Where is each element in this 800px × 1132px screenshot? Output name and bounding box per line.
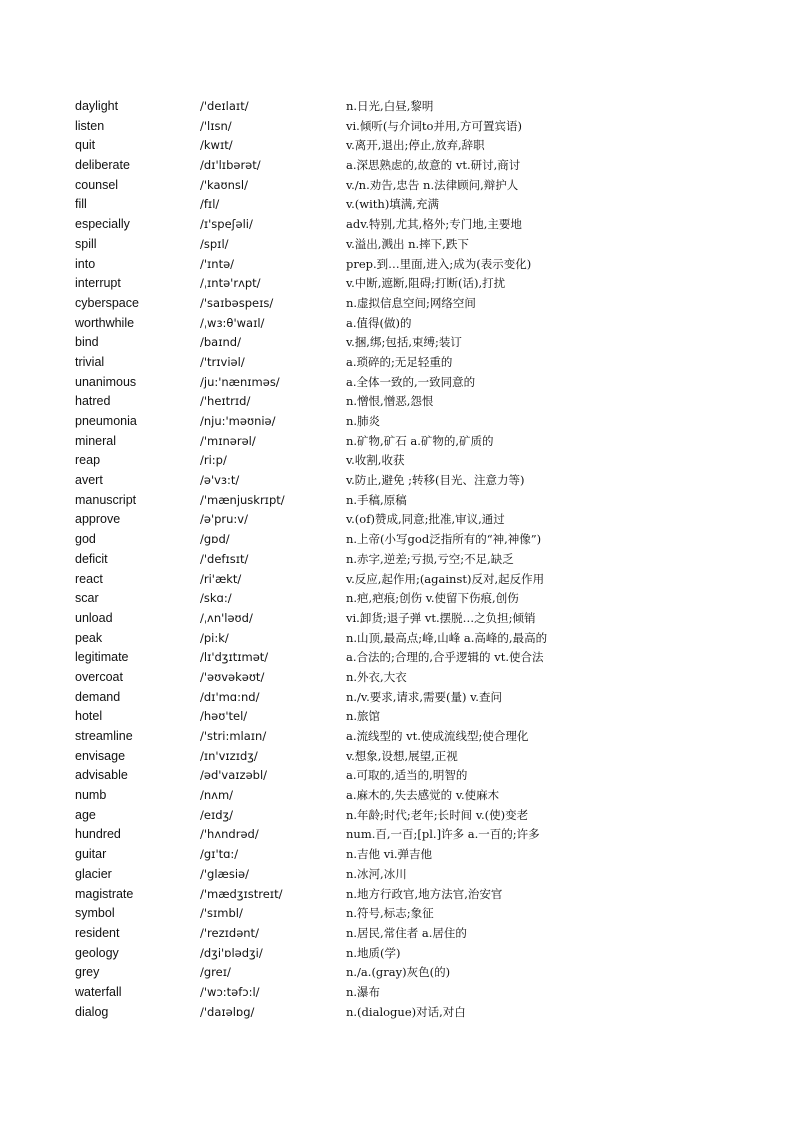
vocab-row xyxy=(0,786,800,806)
vocab-definition: n.日光,白昼,黎明 xyxy=(346,99,434,113)
vocab-definition: a.全体一致的,一致同意的 xyxy=(346,374,476,389)
vocab-definition: n.上帝(小写god泛指所有的“神,神像”) xyxy=(346,532,542,547)
vocab-word: counsel xyxy=(75,177,119,192)
vocab-word: hundred xyxy=(75,827,121,842)
vocab-word: quit xyxy=(75,138,96,153)
vocab-definition: n.地方行政官,地方法官,治安官 xyxy=(346,886,503,901)
vocab-definition: a.可取的,适当的,明智的 xyxy=(346,768,468,783)
vocab-word: numb xyxy=(75,788,107,803)
vocab-phonetic: /'əʊvəkəʊt/ xyxy=(200,669,265,684)
vocab-word: into xyxy=(75,256,96,271)
vocab-row xyxy=(0,491,800,511)
vocab-definition: v.捆,绑;包括,束缚;装订 xyxy=(346,335,462,350)
vocab-phonetic: /dʒi'ɒlədʒi/ xyxy=(200,945,263,960)
vocab-phonetic: /'kaʊnsl/ xyxy=(200,177,248,192)
vocab-row xyxy=(0,156,800,176)
vocab-phonetic: /'mɪnərəl/ xyxy=(200,433,256,448)
vocab-phonetic: /skɑ:/ xyxy=(200,591,232,606)
vocabulary-list xyxy=(0,97,800,1022)
vocab-word: interrupt xyxy=(75,276,121,291)
vocab-phonetic: /'mædʒɪstreɪt/ xyxy=(200,886,283,901)
vocab-word: fill xyxy=(75,197,87,212)
vocab-word: unanimous xyxy=(75,374,137,389)
vocab-row xyxy=(0,176,800,196)
vocab-phonetic: /ɪ'speʃəli/ xyxy=(200,217,253,232)
vocab-row xyxy=(0,629,800,649)
vocab-phonetic: /ˌwɜ:θ'waɪl/ xyxy=(200,315,265,330)
vocab-definition: a.流线型的 vt.使成流线型;使合理化 xyxy=(346,729,529,743)
vocab-definition: v.溢出,溅出 n.摔下,跌下 xyxy=(346,236,469,251)
vocab-row xyxy=(0,117,800,137)
vocab-definition: n.山顶,最高点;峰,山峰 a.高峰的,最高的 xyxy=(346,630,548,645)
vocab-row xyxy=(0,609,800,629)
vocab-word: envisage xyxy=(75,748,126,763)
vocab-word: mineral xyxy=(75,433,116,448)
vocab-row xyxy=(0,983,800,1003)
vocab-row xyxy=(0,195,800,215)
vocab-row xyxy=(0,530,800,550)
vocab-word: age xyxy=(75,807,96,822)
vocab-row xyxy=(0,668,800,688)
vocab-definition: a.值得(做)的 xyxy=(346,315,412,330)
vocab-phonetic: /'sɪmbl/ xyxy=(200,906,243,921)
vocab-row xyxy=(0,451,800,471)
vocab-word: grey xyxy=(75,965,100,980)
vocab-row xyxy=(0,471,800,491)
vocab-definition: v.防止,避免 ;转移(目光、注意力等) xyxy=(346,473,525,488)
vocab-definition: prep.到…里面,进入;成为(表示变化) xyxy=(346,256,532,271)
vocab-phonetic: /ə'pru:v/ xyxy=(200,512,248,527)
vocab-definition: n.肺炎 xyxy=(346,414,381,428)
vocab-word: advisable xyxy=(75,768,128,783)
vocab-word: resident xyxy=(75,925,120,940)
vocab-definition: n.居民,常住者 a.居住的 xyxy=(346,925,467,940)
vocab-definition: n.符号,标志;象征 xyxy=(346,906,434,921)
vocab-definition: vi.倾听(与介词to并用,方可置宾语) xyxy=(346,118,523,133)
vocab-phonetic: /ju:'nænɪməs/ xyxy=(200,374,280,389)
vocab-row xyxy=(0,1003,800,1023)
vocab-word: reap xyxy=(75,453,101,468)
vocab-word: trivial xyxy=(75,354,105,369)
vocab-definition: a.琐碎的;无足轻重的 xyxy=(346,354,453,369)
vocab-phonetic: /'ɪntə/ xyxy=(200,256,235,271)
vocab-word: demand xyxy=(75,689,121,704)
vocab-phonetic: /həʊ'tel/ xyxy=(200,709,248,724)
vocab-word: hatred xyxy=(75,394,111,409)
vocab-word: approve xyxy=(75,512,121,527)
vocab-definition: v.中断,遮断,阻碍;打断(话),打扰 xyxy=(346,276,506,291)
vocab-phonetic: /'deɪlaɪt/ xyxy=(200,99,249,113)
vocab-word: hotel xyxy=(75,709,103,724)
vocab-word: streamline xyxy=(75,729,133,743)
vocab-phonetic: /ə'vɜ:t/ xyxy=(200,473,240,488)
vocab-definition: n.旅馆 xyxy=(346,709,381,724)
vocab-row xyxy=(0,294,800,314)
vocab-definition: a.深思熟虑的,故意的 vt.研讨,商讨 xyxy=(346,158,521,173)
vocab-row xyxy=(0,944,800,964)
vocab-phonetic: /'rezɪdənt/ xyxy=(200,925,259,940)
vocab-row xyxy=(0,885,800,905)
vocab-word: glacier xyxy=(75,866,112,881)
vocab-phonetic: /dɪ'lɪbərət/ xyxy=(200,158,261,173)
vocab-phonetic: /eɪdʒ/ xyxy=(200,807,234,822)
vocab-word: unload xyxy=(75,610,113,625)
vocab-phonetic: /'hʌndrəd/ xyxy=(200,827,259,842)
vocab-word: peak xyxy=(75,630,103,645)
vocab-row xyxy=(0,314,800,334)
vocab-phonetic: /'glæsiə/ xyxy=(200,866,249,881)
vocab-definition: n.瀑布 xyxy=(346,984,381,999)
vocab-row xyxy=(0,688,800,708)
vocab-phonetic: /'defɪsɪt/ xyxy=(200,551,249,566)
vocab-phonetic: /gɪ'tɑ:/ xyxy=(200,847,239,862)
vocab-row xyxy=(0,136,800,156)
vocab-phonetic: /'lɪsn/ xyxy=(200,118,232,133)
vocab-definition: a.麻木的,失去感觉的 v.使麻木 xyxy=(346,788,500,803)
vocab-row xyxy=(0,589,800,609)
vocab-word: overcoat xyxy=(75,669,123,684)
vocab-definition: n.吉他 vi.弹吉他 xyxy=(346,847,433,862)
vocab-row xyxy=(0,333,800,353)
vocab-definition: v.(of)赞成,同意;批准,审议,通过 xyxy=(346,512,505,527)
vocab-row xyxy=(0,215,800,235)
vocab-definition: n.冰河,冰川 xyxy=(346,866,407,881)
vocab-definition: n.虚拟信息空间;网络空间 xyxy=(346,295,476,310)
vocab-word: magistrate xyxy=(75,886,134,901)
vocab-definition: v.(with)填满,充满 xyxy=(346,197,439,212)
vocab-definition: n.赤字,逆差;亏损,亏空;不足,缺乏 xyxy=(346,551,514,566)
vocab-phonetic: /ɪn'vɪzɪdʒ/ xyxy=(200,748,258,763)
vocab-phonetic: /ri'ækt/ xyxy=(200,571,242,586)
vocab-row xyxy=(0,97,800,117)
vocab-word: listen xyxy=(75,118,105,133)
vocab-row xyxy=(0,274,800,294)
vocab-phonetic: /'saɪbəspeɪs/ xyxy=(200,295,274,310)
vocab-row xyxy=(0,570,800,590)
vocab-word: dialog xyxy=(75,1004,109,1019)
vocab-definition: n.年龄;时代;老年;长时间 v.(使)变老 xyxy=(346,807,529,822)
vocab-word: spill xyxy=(75,236,97,251)
vocab-definition: n.疤,疤痕;创伤 v.使留下伤痕,创伤 xyxy=(346,591,519,606)
vocab-row xyxy=(0,255,800,275)
vocab-row xyxy=(0,963,800,983)
vocab-phonetic: /'stri:mlaɪn/ xyxy=(200,729,267,743)
vocab-word: cyberspace xyxy=(75,295,139,310)
vocab-phonetic: /baɪnd/ xyxy=(200,335,241,350)
vocab-phonetic: /dɪ'mɑ:nd/ xyxy=(200,689,260,704)
vocab-word: god xyxy=(75,532,96,547)
vocab-word: guitar xyxy=(75,847,107,862)
vocab-definition: a.合法的;合理的,合乎逻辑的 vt.使合法 xyxy=(346,650,544,665)
vocab-word: symbol xyxy=(75,906,115,921)
vocab-row xyxy=(0,373,800,393)
vocab-word: legitimate xyxy=(75,650,129,665)
vocab-phonetic: /ˌʌn'ləʊd/ xyxy=(200,610,253,625)
vocab-row xyxy=(0,845,800,865)
vocab-phonetic: /'trɪviəl/ xyxy=(200,354,245,369)
vocab-row xyxy=(0,806,800,826)
vocab-word: scar xyxy=(75,591,99,606)
vocab-phonetic: /lɪ'dʒɪtɪmət/ xyxy=(200,650,269,665)
vocab-phonetic: /nju:'məʊniə/ xyxy=(200,414,276,428)
vocab-definition: num.百,一百;[pl.]许多 a.一百的;许多 xyxy=(346,827,540,842)
vocab-definition: n.地质(学) xyxy=(346,945,401,960)
vocab-phonetic: /'wɔ:təfɔ:l/ xyxy=(200,984,260,999)
vocab-row xyxy=(0,865,800,885)
vocab-row xyxy=(0,727,800,747)
vocab-row xyxy=(0,392,800,412)
vocab-word: worthwhile xyxy=(75,315,135,330)
vocab-phonetic: /ˌɪntə'rʌpt/ xyxy=(200,276,261,291)
vocab-word: geology xyxy=(75,945,119,960)
vocab-word: especially xyxy=(75,217,130,232)
vocab-row xyxy=(0,235,800,255)
vocab-row xyxy=(0,510,800,530)
vocab-row xyxy=(0,766,800,786)
vocab-definition: adv.特别,尤其,格外;专门地,主要地 xyxy=(346,217,522,232)
vocab-definition: n.矿物,矿石 a.矿物的,矿质的 xyxy=(346,433,494,448)
vocab-phonetic: /fɪl/ xyxy=(200,197,220,212)
vocab-phonetic: /gɒd/ xyxy=(200,532,230,547)
vocab-row xyxy=(0,904,800,924)
vocab-word: avert xyxy=(75,473,103,488)
vocab-row xyxy=(0,353,800,373)
vocab-definition: vi.卸货;退子弹 vt.摆脱…之负担;倾销 xyxy=(346,610,536,625)
vocab-word: bind xyxy=(75,335,99,350)
vocab-phonetic: /əd'vaɪzəbl/ xyxy=(200,768,268,783)
vocab-definition: n.外衣,大衣 xyxy=(346,669,407,684)
vocab-definition: v.反应,起作用;(against)反对,起反作用 xyxy=(346,571,545,586)
vocab-phonetic: /kwɪt/ xyxy=(200,138,233,153)
vocab-phonetic: /ri:p/ xyxy=(200,453,227,468)
vocab-phonetic: /pi:k/ xyxy=(200,630,229,645)
vocab-row xyxy=(0,707,800,727)
vocab-phonetic: /greɪ/ xyxy=(200,965,231,980)
vocab-phonetic: /'heɪtrɪd/ xyxy=(200,394,251,409)
vocab-word: waterfall xyxy=(75,984,122,999)
vocab-row xyxy=(0,432,800,452)
vocab-phonetic: /'mænjuskrɪpt/ xyxy=(200,492,285,507)
vocab-definition: n./v.要求,请求,需要(量) v.查问 xyxy=(346,689,502,704)
vocab-row xyxy=(0,550,800,570)
vocab-definition: v.离开,退出;停止,放弃,辞职 xyxy=(346,138,485,153)
vocab-definition: n./a.(gray)灰色(的) xyxy=(346,965,451,980)
vocab-phonetic: /'daɪəlɒg/ xyxy=(200,1004,255,1019)
vocab-phonetic: /nʌm/ xyxy=(200,788,234,803)
vocab-row xyxy=(0,412,800,432)
vocab-word: deficit xyxy=(75,551,108,566)
vocab-word: pneumonia xyxy=(75,414,137,428)
vocab-row xyxy=(0,648,800,668)
vocab-word: deliberate xyxy=(75,158,130,173)
vocab-word: daylight xyxy=(75,99,119,113)
vocab-definition: v./n.劝告,忠告 n.法律顾问,辩护人 xyxy=(346,177,519,192)
vocab-definition: n.憎恨,憎恶,怨恨 xyxy=(346,394,434,409)
vocab-phonetic: /spɪl/ xyxy=(200,236,229,251)
vocab-definition: n.手稿,原稿 xyxy=(346,492,407,507)
vocab-row xyxy=(0,747,800,767)
vocab-row xyxy=(0,825,800,845)
vocab-definition: v.想象,设想,展望,正视 xyxy=(346,748,458,763)
vocab-word: react xyxy=(75,571,103,586)
vocab-definition: n.(dialogue)对话,对白 xyxy=(346,1004,466,1019)
vocab-row xyxy=(0,924,800,944)
vocab-word: manuscript xyxy=(75,492,137,507)
vocab-definition: v.收割,收获 xyxy=(346,453,405,468)
